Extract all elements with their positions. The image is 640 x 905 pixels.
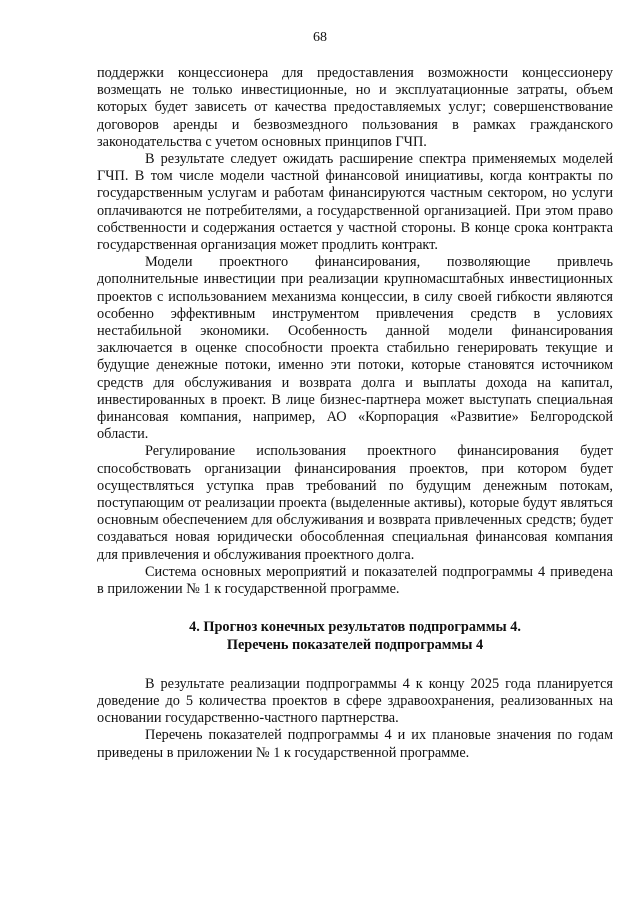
paragraph-ppp-models: В результате следует ожидать расширение спектра применяемых моделей ГЧП. В том числе модели частной финансовой инициативы, когда контракты по государственным услугам и работам финансируются частным сектором, но услуги оплачиваются не потребителями, а государственной организацией. При этом право собственности и содержания остается у частной стороны. В конце срока контракта государственная организация может продлить контракт. [97, 151, 613, 254]
paragraph-project-finance-regulation: Регулирование использования проектного финансирования будет способствовать организации финансирования проектов, при котором будет осуществляться уступка прав требований по будущим денежным потокам, поступающим от реализации проекта (выделенные активы), которые будут являться основным обеспечением для обслуживания и возврата привлеченных средств; будет создаваться новая юридически обособленная специальная финансовая компания для привлечения и обслуживания проектного долга. [97, 443, 613, 563]
paragraph-continuation: поддержки концессионера для предоставления возможности концессионеру возмещать не только инвестиционные, но и эксплуатационные затраты, объем которых будет зависеть от качества предоставляемых услуг; совершенствование договоров аренды и безвозмездного пользования в рамках гражданского законодательства с учетом основных принципов ГЧП. [97, 65, 613, 150]
section-heading [97, 619, 613, 653]
paragraph-project-finance-models: Модели проектного финансирования, позволяющие привлечь дополнительные инвестиции при реализации крупномасштабных инвестиционных проектов с использованием механизма концессии, в силу своей гибкости являются особенно эффективным инструментом привлечения средств в условиях нестабильной экономики. Особенность данной модели финансирования заключается в оценке способности проекта стабильно генерировать текущие и будущие денежные потоки, именно эти потоки, которые становятся источником средств для обслуживания и возврата долга и выплаты дохода на капитал, инвестированных в проект. В лице бизнес-партнера может выступать специальная финансовая компания, например, АО «Корпорация «Развитие» Белгородской области. [97, 254, 613, 443]
section-heading-line-1: 4. Прогноз конечных результатов подпрограммы 4. [189, 619, 521, 636]
document-body [97, 65, 613, 762]
paragraph-activities-system: Система основных мероприятий и показателей подпрограммы 4 приведена в приложении № 1 к государственной программе. [97, 563, 613, 598]
page-number: 68 [313, 30, 327, 45]
paragraph-expected-results: В результате реализации подпрограммы 4 к концу 2025 года планируется доведение до 5 количества проектов в сфере здравоохранения, реализованных на основании государственно-частного партнерства. [97, 675, 613, 727]
section-heading-line-2: Перечень показателей подпрограммы 4 [226, 636, 484, 653]
paragraph-indicators-list: Перечень показателей подпрограммы 4 и их плановые значения по годам приведены в приложении № 1 к государственной программе. [97, 727, 613, 761]
